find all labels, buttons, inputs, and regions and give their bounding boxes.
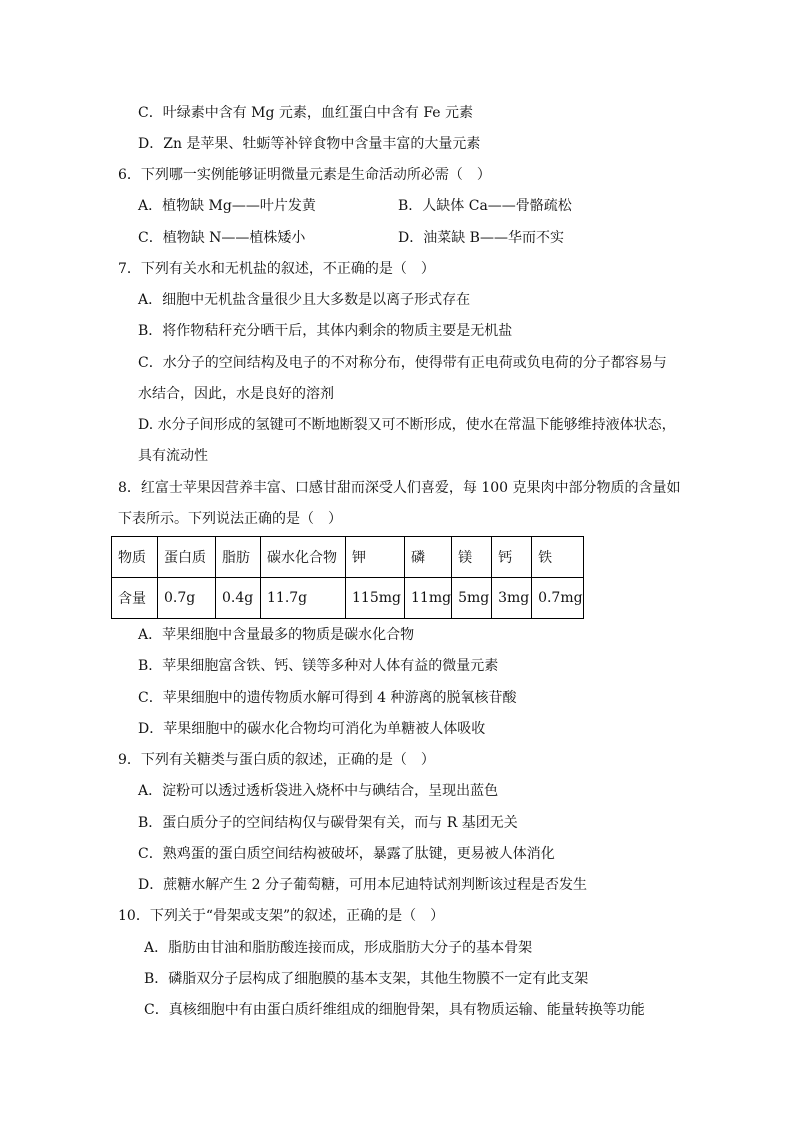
q10-stem: 10．下列关于“骨架或支架”的叙述，正确的是（ ） — [118, 908, 445, 924]
q8-option-a: A．苹果细胞中含量最多的物质是碳水化合物 — [138, 627, 415, 643]
table-row-header — [112, 537, 584, 578]
nutrition-table — [111, 536, 584, 619]
table-cell: 11mg — [405, 578, 452, 619]
q7-option-c-line1: C．水分子的空间结构及电子的不对称分布，使得带有正电荷或负电荷的分子都容易与 — [138, 355, 667, 371]
q7-option-c-line2: 水结合，因此，水是良好的溶剂 — [138, 386, 334, 402]
table-cell: 铁 — [532, 537, 584, 578]
table-cell: 钾 — [346, 537, 405, 578]
q9-stem: 9．下列有关糖类与蛋白质的叙述，正确的是（ ） — [118, 752, 435, 768]
table-row-content — [112, 578, 584, 619]
q10-option-c: C．真核细胞中有由蛋白质纤维组成的细胞骨架，具有物质运输、能量转换等功能 — [144, 1002, 645, 1018]
table-cell: 物质 — [112, 537, 158, 578]
q6-option-b: B．人缺体 Ca——骨骼疏松 — [398, 198, 572, 214]
q7-option-b: B．将作物秸秆充分晒干后，其体内剩余的物质主要是无机盐 — [138, 323, 513, 339]
table-cell: 0.7g — [158, 578, 216, 619]
q10-option-b: B．磷脂双分子层构成了细胞膜的基本支架，其他生物膜不一定有此支架 — [144, 971, 589, 987]
q5-option-c: C．叶绿素中含有 Mg 元素，血红蛋白中含有 Fe 元素 — [138, 105, 474, 121]
table-cell: 3mg — [492, 578, 532, 619]
table-cell: 磷 — [405, 537, 452, 578]
table-cell: 含量 — [112, 578, 158, 619]
q7-option-a: A．细胞中无机盐含量很少且大多数是以离子形式存在 — [138, 292, 471, 308]
q9-option-a: A．淀粉可以透过透析袋进入烧杯中与碘结合，呈现出蓝色 — [138, 783, 499, 799]
q6-option-d: D．油菜缺 B——华而不实 — [398, 230, 564, 246]
table-cell: 脂肪 — [216, 537, 261, 578]
table-cell: 115mg — [346, 578, 405, 619]
q7-option-d-line2: 具有流动性 — [138, 448, 208, 464]
q8-stem-line2: 下表所示。下列说法正确的是（ ） — [118, 511, 342, 527]
q5-option-d: D．Zn 是苹果、牡蛎等补锌食物中含量丰富的大量元素 — [138, 136, 481, 152]
q7-option-d-line1: D. 水分子间形成的氢键可不断地断裂又可不断形成，使水在常温下能够维持液体状态， — [138, 417, 676, 433]
q7-stem: 7．下列有关水和无机盐的叙述，不正确的是（ ） — [118, 261, 435, 277]
q9-option-d: D．蔗糖水解产生 2 分子葡萄糖，可用本尼迪特试剂判断该过程是否发生 — [138, 877, 588, 893]
table-cell: 钙 — [492, 537, 532, 578]
q10-option-a: A．脂肪由甘油和脂肪酸连接而成，形成脂肪大分子的基本骨架 — [144, 940, 533, 956]
q6-option-a: A．植物缺 Mg——叶片发黄 — [138, 198, 316, 214]
table-cell: 0.7mg — [532, 578, 584, 619]
q8-option-b: B．苹果细胞富含铁、钙、镁等多种对人体有益的微量元素 — [138, 658, 499, 674]
table-cell: 蛋白质 — [158, 537, 216, 578]
q8-option-c: C．苹果细胞中的遗传物质水解可得到 4 种游离的脱氧核苷酸 — [138, 690, 517, 706]
table-cell: 碳水化合物 — [261, 537, 346, 578]
q6-option-c: C．植物缺 N——植株矮小 — [138, 230, 306, 246]
table-cell: 镁 — [452, 537, 492, 578]
table-cell: 0.4g — [216, 578, 261, 619]
table-cell: 11.7g — [261, 578, 346, 619]
q9-option-c: C．熟鸡蛋的蛋白质空间结构被破坏，暴露了肽键，更易被人体消化 — [138, 846, 555, 862]
q9-option-b: B．蛋白质分子的空间结构仅与碳骨架有关，而与 R 基团无关 — [138, 815, 518, 831]
q8-option-d: D．苹果细胞中的碳水化合物均可消化为单糖被人体吸收 — [138, 721, 486, 737]
q6-stem: 6．下列哪一实例能够证明微量元素是生命活动所必需（ ） — [118, 167, 491, 183]
table-cell: 5mg — [452, 578, 492, 619]
q8-stem-line1: 8．红富士苹果因营养丰富、口感甘甜而深受人们喜爱，每 100 克果肉中部分物质的含量如 — [118, 480, 681, 496]
